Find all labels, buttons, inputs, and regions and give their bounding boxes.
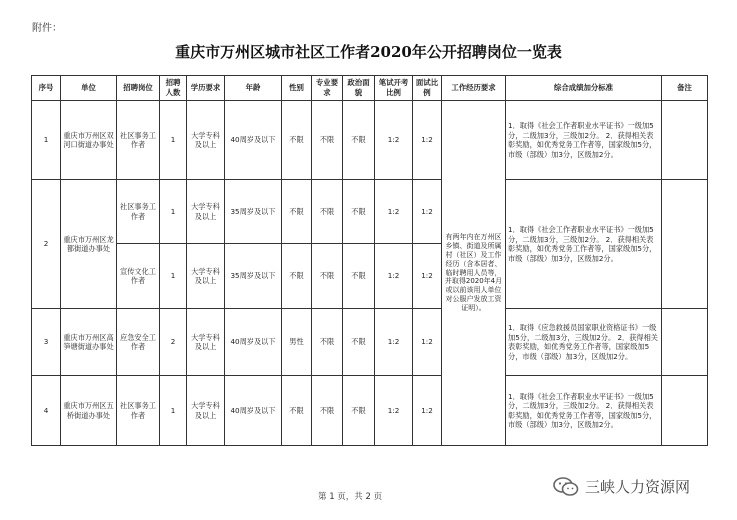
cell-interview-ratio: 1:2 bbox=[413, 180, 442, 244]
cell-no: 2 bbox=[32, 180, 61, 309]
watermark bbox=[553, 476, 690, 497]
cell-politics: 不限 bbox=[343, 309, 375, 376]
header-no: 序号 bbox=[32, 76, 61, 101]
cell-position: 应急安全工作者 bbox=[117, 309, 160, 376]
cell-unit: 重庆市万州区龙都街道办事处 bbox=[61, 180, 117, 309]
cell-politics: 不限 bbox=[343, 180, 375, 244]
cell-position: 社区事务工作者 bbox=[117, 376, 160, 446]
cell-gender: 不限 bbox=[282, 376, 312, 446]
cell-interview-ratio: 1:2 bbox=[413, 244, 442, 309]
cell-written-ratio: 1:2 bbox=[375, 244, 413, 309]
cell-remark bbox=[662, 101, 708, 180]
header-gender: 性别 bbox=[282, 76, 312, 101]
cell-position: 社区事务工作者 bbox=[117, 180, 160, 244]
cell-major: 不限 bbox=[312, 376, 343, 446]
header-experience: 工作经历要求 bbox=[442, 76, 506, 101]
header-bonus: 综合成绩加分标准 bbox=[506, 76, 662, 101]
cell-count: 1 bbox=[160, 101, 187, 180]
table-row bbox=[32, 309, 708, 376]
cell-gender: 不限 bbox=[282, 101, 312, 180]
cell-education: 大学专科及以上 bbox=[187, 376, 225, 446]
cell-age: 40周岁及以下 bbox=[225, 376, 282, 446]
cell-age: 40周岁及以下 bbox=[225, 101, 282, 180]
header-unit: 单位 bbox=[61, 76, 117, 101]
header-written-ratio: 笔试开考比例 bbox=[375, 76, 413, 101]
header-position: 招聘岗位 bbox=[117, 76, 160, 101]
cell-position: 社区事务工作者 bbox=[117, 101, 160, 180]
cell-education: 大学专科及以上 bbox=[187, 180, 225, 244]
table-row bbox=[32, 180, 708, 244]
cell-education: 大学专科及以上 bbox=[187, 101, 225, 180]
table-row bbox=[32, 376, 708, 446]
header-interview-ratio: 面试比例 bbox=[413, 76, 442, 101]
header-politics: 政治面貌 bbox=[343, 76, 375, 101]
cell-remark bbox=[662, 376, 708, 446]
cell-gender: 男性 bbox=[282, 309, 312, 376]
cell-written-ratio: 1:2 bbox=[375, 376, 413, 446]
header-education: 学历要求 bbox=[187, 76, 225, 101]
cell-interview-ratio: 1:2 bbox=[413, 309, 442, 376]
cell-education: 大学专科及以上 bbox=[187, 244, 225, 309]
cell-age: 35周岁及以下 bbox=[225, 180, 282, 244]
watermark-text: 三峡人力资源网 bbox=[585, 478, 691, 496]
cell-major: 不限 bbox=[312, 180, 343, 244]
cell-count: 1 bbox=[160, 244, 187, 309]
cell-bonus: 1．取得《社会工作者职业水平证书》一级加5分，二级加3分，三级加2分。 2．获得相关表彰奖励，如优秀党务工作者等，国家级加5分，市级（部级）加3分，区级加2分。 bbox=[506, 376, 662, 446]
cell-no: 4 bbox=[32, 376, 61, 446]
header-age: 年龄 bbox=[225, 76, 282, 101]
cell-count: 1 bbox=[160, 180, 187, 244]
page-footer: 第 1 页，共 2 页 bbox=[318, 492, 383, 502]
cell-unit: 重庆市万州区高笋塘街道办事处 bbox=[61, 309, 117, 376]
cell-unit: 重庆市万州区五桥街道办事处 bbox=[61, 376, 117, 446]
cell-bonus: 1．取得《应急救援员国家职业资格证书》一级加5分，二级加3分，三级加2分。 2．获得相关表彰奖励，如优秀党务工作者等，国家级加5分，市级（部级）加3分，区级加2分。 bbox=[506, 309, 662, 376]
cell-politics: 不限 bbox=[343, 101, 375, 180]
cell-bonus: 1．取得《社会工作者职业水平证书》一级加5分，二级加3分，三级加2分。 2．获得相关表彰奖励，如优秀党务工作者等，国家级加5分，市级（部级）加3分，区级加2分。 bbox=[506, 180, 662, 309]
table-row bbox=[32, 101, 708, 180]
cell-remark bbox=[662, 180, 708, 309]
cell-interview-ratio: 1:2 bbox=[413, 376, 442, 446]
cell-unit: 重庆市万州区双河口街道办事处 bbox=[61, 101, 117, 180]
page-title: 重庆市万州区城市社区工作者2020年公开招聘岗位一览表 bbox=[175, 43, 562, 61]
wechat-icon bbox=[553, 477, 579, 497]
header-row bbox=[32, 76, 708, 101]
cell-gender: 不限 bbox=[282, 180, 312, 244]
header-remark: 备注 bbox=[662, 76, 708, 101]
cell-age: 40周岁及以下 bbox=[225, 309, 282, 376]
cell-politics: 不限 bbox=[343, 376, 375, 446]
cell-major: 不限 bbox=[312, 101, 343, 180]
cell-gender: 不限 bbox=[282, 244, 312, 309]
cell-education: 大学专科及以上 bbox=[187, 309, 225, 376]
cell-experience: 有两年内在万州区乡镇、街道及所属村（社区）及工作经历（含本居者、临时聘用人员等，并取得2020年4月或以前该用人单位对公服户发放工资证明）。 bbox=[442, 101, 506, 446]
header-count: 招聘人数 bbox=[160, 76, 187, 101]
attachment-label: 附件： bbox=[32, 23, 62, 34]
cell-age: 35周岁及以下 bbox=[225, 244, 282, 309]
cell-no: 3 bbox=[32, 309, 61, 376]
header-major: 专业要求 bbox=[312, 76, 343, 101]
cell-count: 2 bbox=[160, 309, 187, 376]
cell-written-ratio: 1:2 bbox=[375, 180, 413, 244]
cell-interview-ratio: 1:2 bbox=[413, 101, 442, 180]
cell-remark bbox=[662, 309, 708, 376]
cell-written-ratio: 1:2 bbox=[375, 309, 413, 376]
cell-count: 1 bbox=[160, 376, 187, 446]
positions-table bbox=[31, 75, 708, 446]
cell-bonus: 1．取得《社会工作者职业水平证书》一级加5分，二级加3分，三级加2分。 2．获得相关表彰奖励，如优秀党务工作者等，国家级加5分，市级（部级）加3分，区级加2分。 bbox=[506, 101, 662, 180]
cell-politics: 不限 bbox=[343, 244, 375, 309]
cell-position: 宣传文化工作者 bbox=[117, 244, 160, 309]
cell-written-ratio: 1:2 bbox=[375, 101, 413, 180]
cell-major: 不限 bbox=[312, 309, 343, 376]
cell-major: 不限 bbox=[312, 244, 343, 309]
cell-no: 1 bbox=[32, 101, 61, 180]
